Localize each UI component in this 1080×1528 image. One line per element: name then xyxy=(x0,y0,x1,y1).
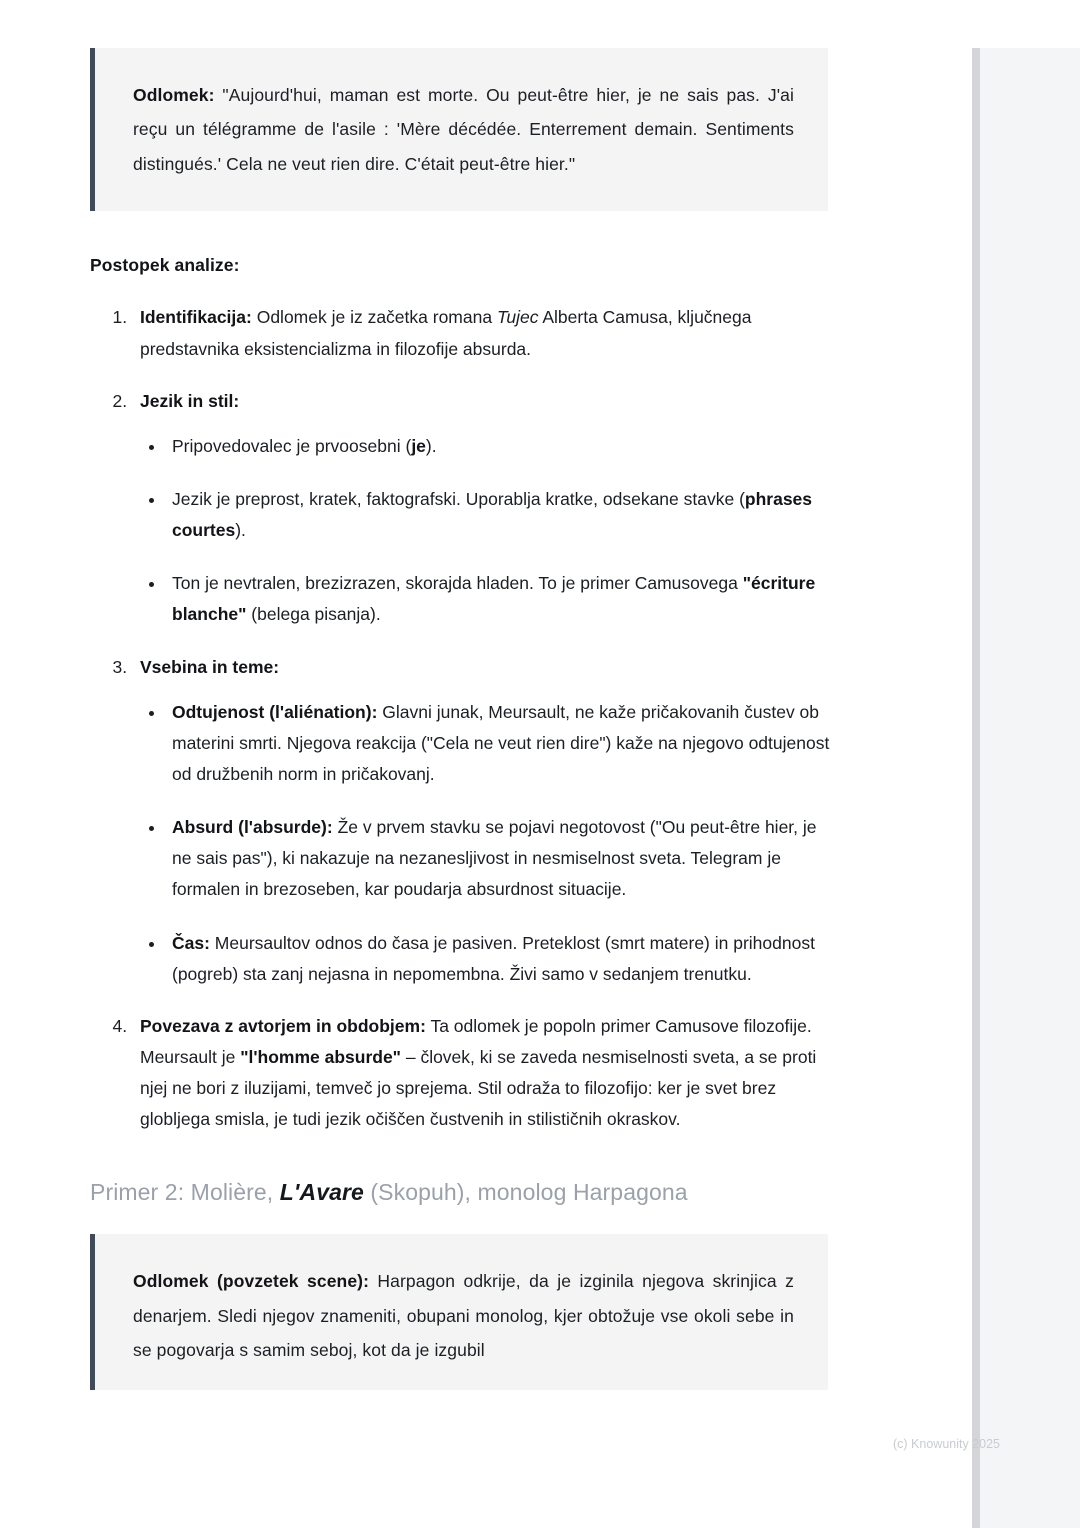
step-1-text-a: Odlomek je iz začetka romana xyxy=(251,307,497,328)
step-3-bullet-list xyxy=(140,697,837,990)
bullet-3-1-lead: Absurd (l'absurde): xyxy=(172,817,333,838)
bullet-3-0-lead: Odtujenost (l'aliénation): xyxy=(172,701,378,722)
bullet-odtujenost xyxy=(166,697,837,790)
quote-block-odlomek-1 xyxy=(90,48,828,211)
bullet-pripovedovalec xyxy=(166,431,837,462)
quote-1-text: "Aujourd'hui, maman est morte. Ou peut-être hier, je ne sais pas. J'ai reçu un télégramme de l'asile : 'Mère décédée. Enterrement demain. Sentiments distingués.' Cela ne veut rien dire. C'était peut-être hier." xyxy=(133,85,794,174)
step-item-povezava-z-avtorjem xyxy=(132,1011,837,1136)
bullet-ton-nevtralen xyxy=(166,568,837,630)
bullet-2-2-text-b: (belega pisanja). xyxy=(246,604,381,625)
primer-2-prefix: Primer 2: Molière, xyxy=(90,1179,280,1206)
bullet-cas xyxy=(166,928,837,990)
analysis-steps-list xyxy=(90,302,837,1135)
bullet-3-2-text: Meursaultov odnos do časa je pasiven. Preteklost (smrt matere) in prihodnost (pogreb) sta zanj nejasna in nepomembna. Živi samo v sedanjem trenutku. xyxy=(172,932,815,984)
quote-1-paragraph xyxy=(133,78,794,181)
step-4-text-a: Ta odlomek je popoln primer Camusove filozofije. Meursault je xyxy=(140,1015,812,1067)
bullet-2-0-bold: je xyxy=(411,435,426,456)
quote-block-odlomek-2 xyxy=(90,1234,828,1389)
step-2-bullet-list xyxy=(140,431,837,631)
step-1-italic-work: Tujec xyxy=(496,307,539,328)
quote-2-text: Harpagon odkrije, da je izginila njegova skrinjica z denarjem. Sledi njegov znameniti, obupani monolog, kjer obtožuje vse okoli sebe in se pogovarja s samim seboj, kot da je izgubil xyxy=(133,1271,794,1361)
right-side-panel xyxy=(980,48,1080,1528)
primer-2-suffix: (Skopuh), monolog Harpagona xyxy=(363,1179,688,1206)
step-item-vsebina-in-teme xyxy=(132,652,837,990)
bullet-2-1-text-b: ). xyxy=(235,520,246,541)
primer-2-work-title: L'Avare xyxy=(279,1179,364,1206)
quote-1-label: Odlomek: xyxy=(133,85,215,105)
step-item-identifikacija xyxy=(132,302,837,364)
bullet-2-1-text-a: Jezik je preprost, kratek, faktografski. Uporablja kratke, odsekane stavke ( xyxy=(172,488,745,509)
step-3-lead: Vsebina in teme: xyxy=(140,656,280,677)
bullet-2-0-text-a: Pripovedovalec je prvoosebni ( xyxy=(172,435,412,456)
step-4-bold: "l'homme absurde" xyxy=(240,1046,401,1067)
quote-2-label: Odlomek (povzetek scene): xyxy=(133,1271,370,1292)
bullet-2-2-bold: "écriture blanche" xyxy=(172,573,816,625)
bullet-2-1-bold: phrases courtes xyxy=(172,488,813,541)
copyright-watermark: (c) Knowunity 2025 xyxy=(893,1437,1001,1451)
bullet-3-1-text: Že v prvem stavku se pojavi negotovost ("Ou peut-être hier, je ne sais pas"), ki nakazuje na nezanesljivost in nesmiselnost sveta. Telegram je formalen in brezoseben, kar poudarja absurdnost situacije. xyxy=(172,817,817,900)
step-4-text-b: – človek, ki se zaveda nesmiselnosti sveta, a se proti njej ne bori z iluzijami, temveč jo sprejema. Stil odraža to filozofijo: ker je svet brez globljega smisla, je tudi jezik očiščen čustvenih in stilističnih okraskov. xyxy=(140,1046,817,1130)
step-1-text-b: Alberta Camusa, ključnega predstavnika eksistencializma in filozofije absurda. xyxy=(140,307,752,359)
step-item-jezik-in-stil xyxy=(132,386,837,631)
bullet-absurd xyxy=(166,812,837,905)
quote-2-paragraph xyxy=(133,1264,794,1367)
bullet-3-0-text: Glavni junak, Meursault, ne kaže pričakovanih čustev ob materini smrti. Njegova reakcija ("Cela ne veut rien dire") kaže na njegovo odtujenost od družbenih norm in pričakovanj. xyxy=(172,701,830,784)
heading-primer-2 xyxy=(90,1179,837,1206)
section-label-postopek: Postopek analize: xyxy=(90,255,240,276)
bullet-jezik-preprost xyxy=(166,484,837,546)
step-4-lead: Povezava z avtorjem in obdobjem: xyxy=(140,1015,426,1036)
vertical-scrollbar[interactable] xyxy=(972,48,980,1528)
bullet-2-0-text-b: ). xyxy=(425,435,437,456)
bullet-2-2-text-a: Ton je nevtralen, brezizrazen, skorajda hladen. To je primer Camusovega xyxy=(172,573,743,594)
step-1-lead: Identifikacija: xyxy=(140,307,252,328)
step-2-lead: Jezik in stil: xyxy=(140,390,240,411)
bullet-3-2-lead: Čas: xyxy=(172,932,210,953)
